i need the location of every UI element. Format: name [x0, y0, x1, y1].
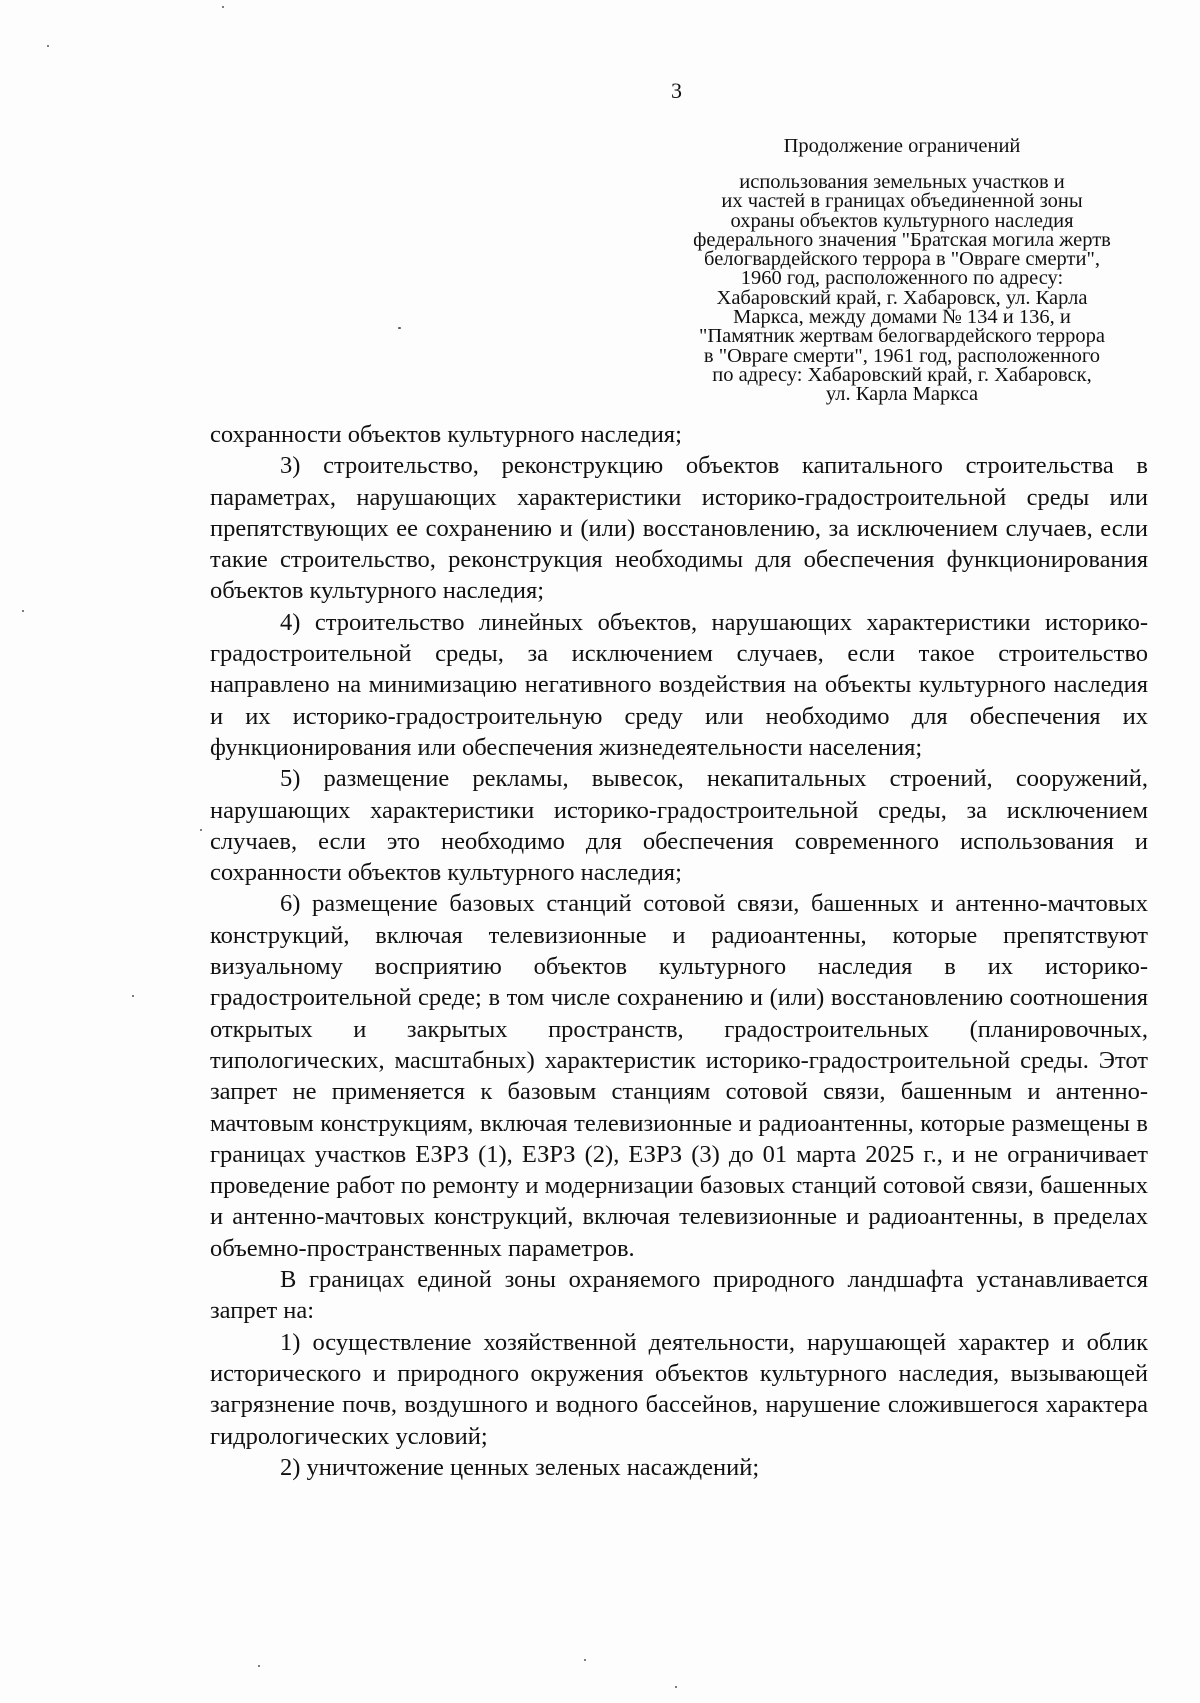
- header-line: в "Овраге смерти", 1961 год, расположенного: [703, 344, 1101, 367]
- paragraph-item-2: 2) уничтожение ценных зеленых насаждений;: [280, 1453, 760, 1481]
- page-number: 3: [671, 78, 682, 103]
- paragraph-continuation: сохранности объектов культурного наследия;: [210, 421, 682, 448]
- paragraph-item-4: 4) строительство линейных объектов, нарушающих характеристики историко-градостроительной среды, за исключением случаев, если такое строительство направлено на минимизацию негативного воздействия на объекты культурного наследия и их историко-градостроительную среду или необходимо для обеспечения их функционирования или обеспечения жизнедеятельности населения;: [210, 608, 1148, 761]
- scan-speck: [47, 45, 49, 47]
- scan-speck: [584, 1659, 586, 1661]
- document-body: [210, 419, 1148, 1483]
- header-line: использования земельных участков и: [739, 171, 1065, 193]
- header-title: Продолжение ограничений: [783, 135, 1021, 157]
- header-block: [652, 133, 1152, 405]
- scan-speck: [22, 610, 24, 612]
- header-line: федерального значения "Братская могила жертв: [693, 228, 1111, 251]
- header-line: их частей в границах объединенной зоны: [721, 190, 1083, 213]
- header-line: 1960 год, расположенного по адресу:: [740, 267, 1064, 290]
- scan-speck: [398, 327, 401, 329]
- scan-speck: [132, 995, 134, 997]
- header-line: охраны объектов культурного наследия: [730, 209, 1074, 232]
- scan-speck: [222, 6, 224, 8]
- header-line: белогвардейского террора в "Овраге смерти",: [704, 248, 1100, 271]
- paragraph-item-6: 6) размещение базовых станций сотовой связи, башенных и антенно-мачтовых конструкций, включая телевизионные и радиоантенны, которые препятствуют визуальному восприятию объектов культурного наследия в их историко-градостроительной среде; в том числе сохранению и (или) восстановлению соотношения открытых и закрытых пространств, градостроительных (планировочных, типологических, масштабных) характеристик историко-градостроительной среды. Этот запрет не применяется к базовым станциям сотовой связи, башенным и антенно-мачтовым конструкциям, включая телевизионные и радиоантенны, которые размещены в границах участков ЕЗРЗ (1), ЕЗРЗ (2), ЕЗРЗ (3) до 01 марта 2025 г., и не ограничивает проведение работ по ремонту и модернизации базовых станций сотовой связи, башенных и антенно-мачтовых конструкций, включая телевизионные и радиоантенны, в пределах объемно-пространственных параметров.: [210, 890, 1148, 1262]
- paragraph-item-3: 3) строительство, реконструкцию объектов капитального строительства в параметрах, нарушающих характеристики историко-градостроительной среды или препятствующих ее сохранению и (или) восстановлению, за исключением случаев, если такие строительство, реконструкция необходимы для обеспечения функционирования объектов культурного наследия;: [210, 452, 1148, 605]
- scan-speck: [200, 829, 202, 831]
- scan-speck: [258, 1665, 260, 1667]
- scan-speck: [675, 1686, 677, 1688]
- paragraph-item-1: 1) осуществление хозяйственной деятельности, нарушающей характер и облик исторического и природного окружения объектов культурного наследия, вызывающей загрязнение почв, воздушного и водного бассейнов, нарушение сложившегося характера гидрологических условий;: [210, 1328, 1148, 1450]
- paragraph-item-5: 5) размещение рекламы, вывесок, некапитальных строений, сооружений, нарушающих характеристики историко-градостроительной среды, за исключением случаев, если это необходимо для обеспечения современного использования и сохранности объектов культурного наследия;: [210, 765, 1148, 887]
- header-line: Хабаровский край, г. Хабаровск, ул. Карла: [716, 286, 1088, 309]
- header-line: ул. Карла Маркса: [825, 383, 979, 406]
- header-line: по адресу: Хабаровский край, г. Хабаровск,: [712, 363, 1092, 386]
- header-line: Маркса, между домами № 134 и 136, и: [733, 306, 1071, 329]
- paragraph-landscape-zone: В границах единой зоны охраняемого природного ландшафта устанавливается запрет на:: [210, 1266, 1148, 1325]
- header-line: "Памятник жертвам белогвардейского террора: [698, 325, 1106, 348]
